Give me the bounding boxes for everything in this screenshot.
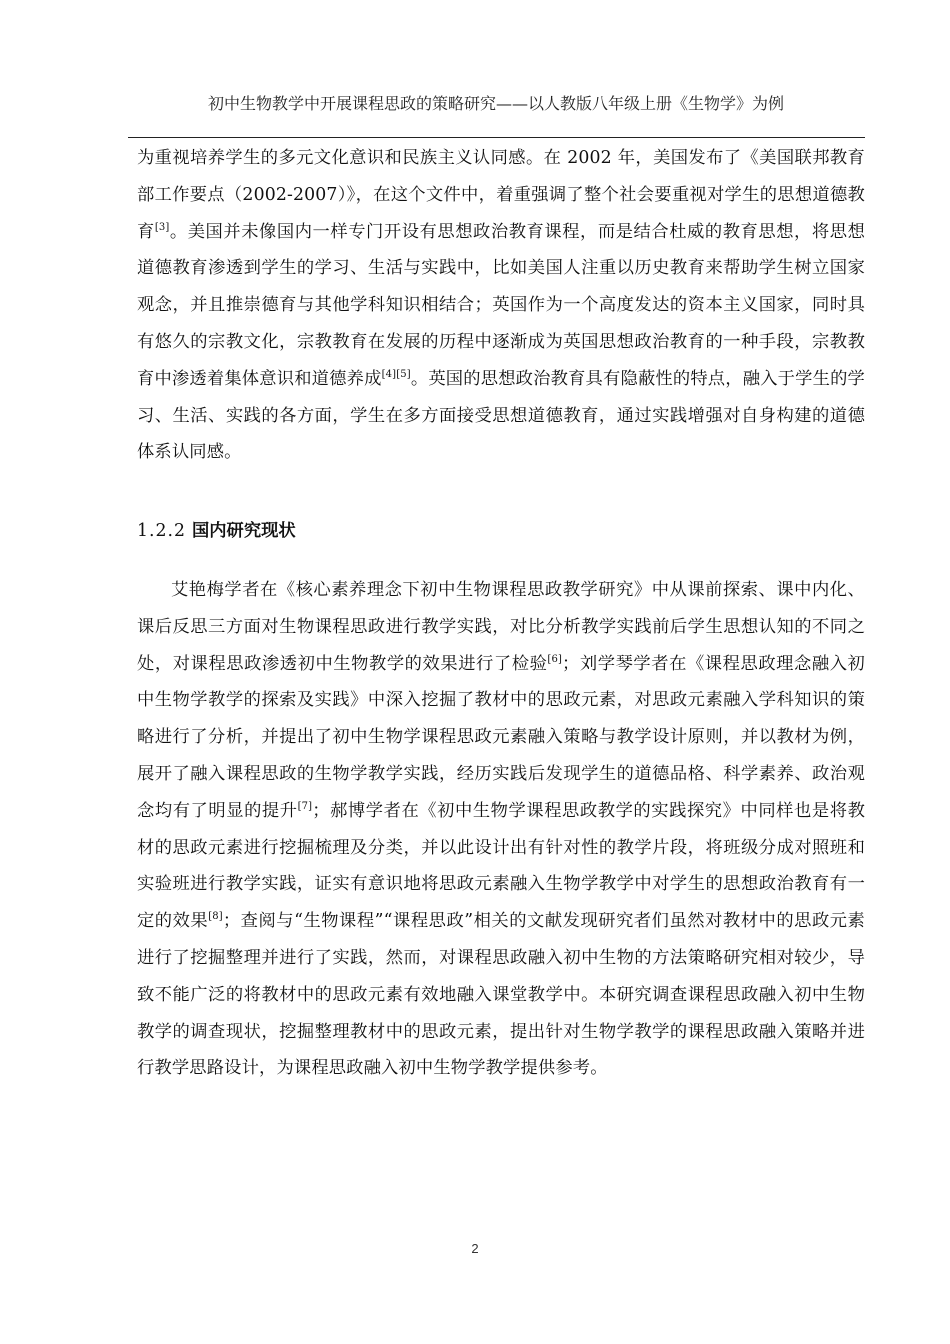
paragraph-text: ；查阅与“生物课程”“课程思政”相关的文献发现研究者们虽然对教材中的思政元素进行了挖掘整理并进行了实践，然而，对课程思政融入初中生物的方法策略研究相对较少，导致不能广泛的将教材中的思政元素有效地融入课堂教学中。本研究调查课程思政融入初中生物教学的调查现状，挖掘整理教材中的思政元素，提出针对生物学教学的课程思政融入策略并进行教学思路设计，为课程思政融入初中生物学教学提供参考。 [137,911,865,1079]
paragraph-gap [137,471,865,493]
citation-8[interactable]: [8] [208,911,223,923]
header-rule [128,137,865,138]
paragraph-text: 。美国并未像国内一样专门开设有思想政治教育课程，而是结合杜威的教育思想，将思想道德教育渗透到学生的学习、生活与实践中，比如美国人注重以历史教育来帮助学生树立国家观念，并且推崇德育与其他学科知识相结合；英国作为一个高度发达的资本主义国家，同时具有悠久的宗教文化，宗教教育在发展的历程中逐渐成为英国思想政治教育的一种手段，宗教教育中渗透着集体意识和道德养成 [137,221,865,389]
citation-6[interactable]: [6] [547,653,563,665]
section-number: 1.2.2 [137,521,186,542]
citation-4[interactable]: [4] [381,369,397,381]
paragraph-text: 为重视培养学生的多元文化意识和民族主义认同感。在 2002 年，美国发布了《美国联邦教育部工作要点（2002-2007）》，在这个文件中，着重强调了整个社会要重视对学生的思想道德教育 [137,148,865,242]
citation-3[interactable]: [3] [154,221,170,233]
paragraph-text: ；刘学琴学者在《课程思政理念融入初中生物学教学的探索及实践》中深入挖掘了教材中的思政元素，对思政元素融入学科知识的策略进行了分析，并提出了初中生物学课程思政元素融入策略与教学设计原则，并以教材为例，展开了融入课程思政的生物学教学实践，经历实践后发现学生的道德品格、科学素养、政治观念均有了明显的提升 [137,653,865,821]
section-title: 国内研究现状 [191,521,296,542]
body-paragraph-foreign-research [137,140,865,471]
paragraph-gap [137,550,865,572]
body-paragraph-domestic-research [137,572,865,1087]
paragraph-text: ；郝博学者在《初中生物学课程思政教学的实践探究》中同样也是将教材的思政元素进行挖掘梳理及分类，并以此设计出有针对性的教学片段，将班级分成对照班和实验班进行教学实践，证实有意识地将思政元素融入生物学教学中对学生的思想政治教育有一定的效果 [137,800,865,932]
page-number: 2 [471,1241,479,1256]
page-body [137,140,865,1087]
running-header [128,94,864,114]
citation-5[interactable]: [5] [396,369,411,381]
paragraph-text: 艾艳梅学者在《核心素养理念下初中生物课程思政教学研究》中从课前探索、课中内化、课后反思三方面对生物课程思政进行教学实践，对比分析教学实践前后学生思想认知的不同之处，对课程思政渗透初中生物教学的效果进行了检验 [137,579,865,674]
running-header-title: 初中生物教学中开展课程思政的策略研究——以人教版八年级上册《生物学》为例 [207,94,784,113]
citation-7[interactable]: [7] [297,800,313,812]
section-heading [137,513,865,550]
paragraph-text: 。英国的思想政治教育具有隐蔽性的特点，融入于学生的学习、生活、实践的各方面，学生在多方面接受思想道德教育，通过实践增强对自身构建的道德体系认同感。 [137,368,865,463]
